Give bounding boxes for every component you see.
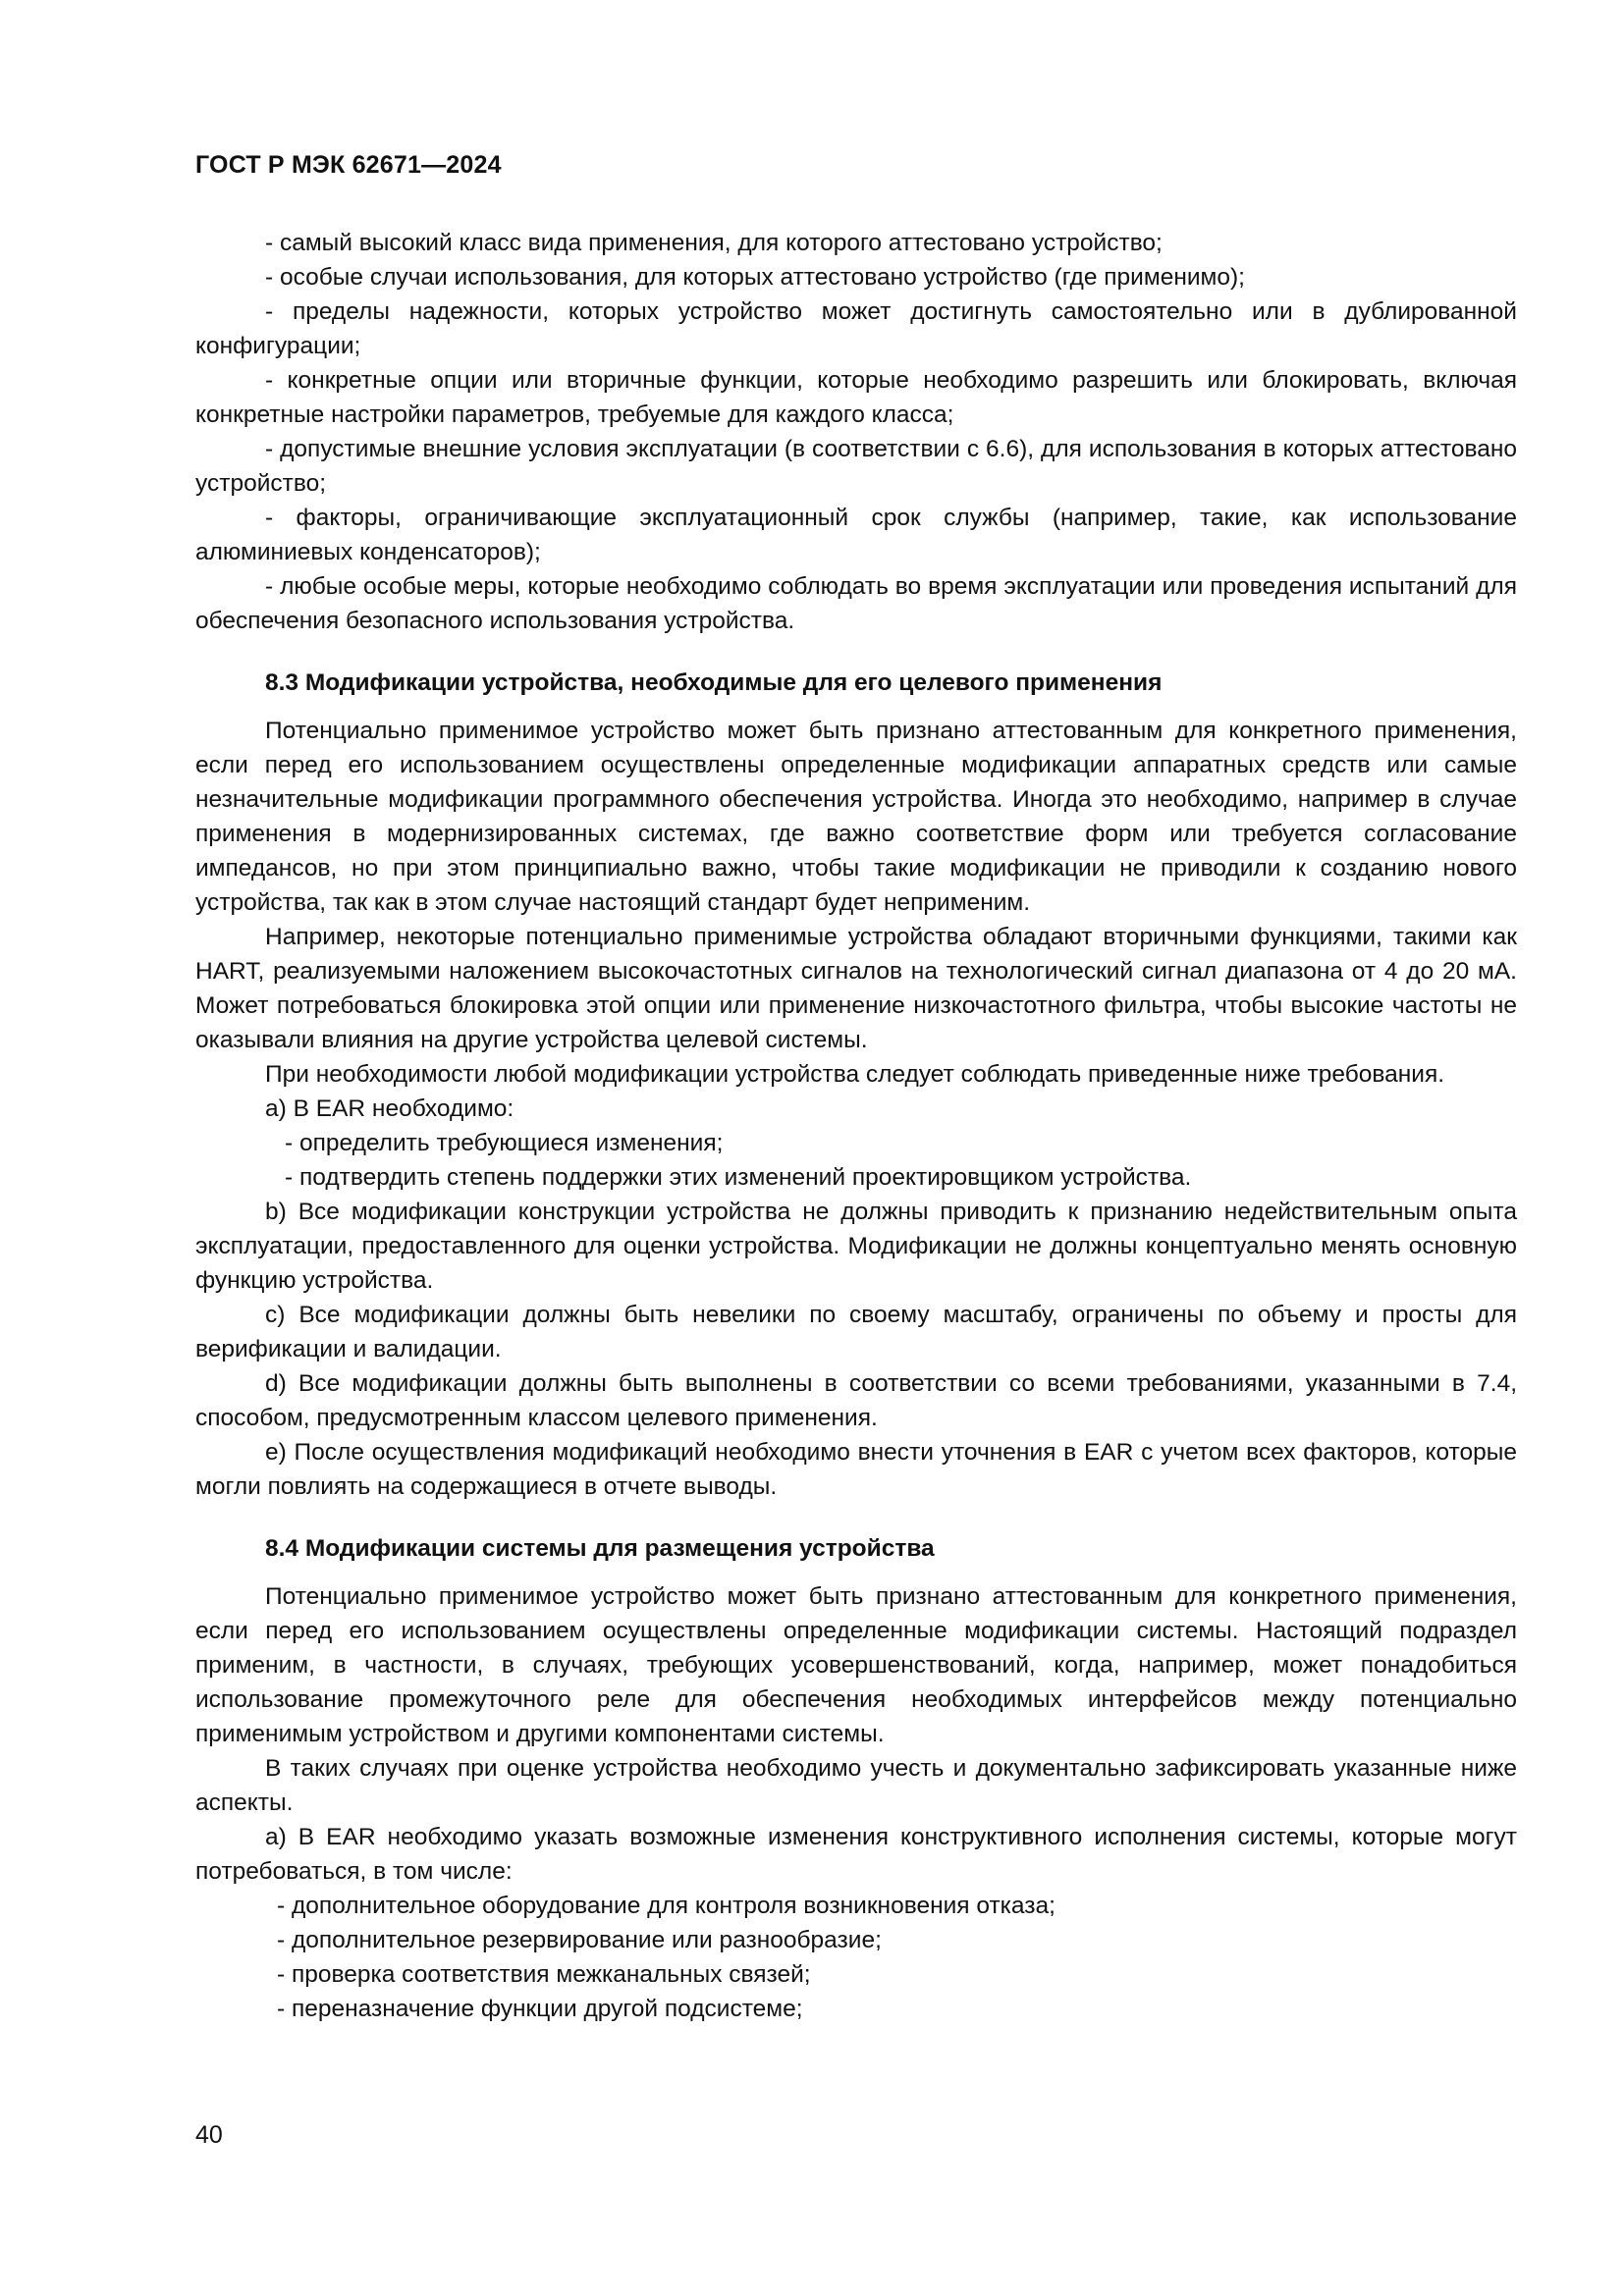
sub-list-item: - переназначение функции другой подсистеме; <box>277 1996 803 2022</box>
paragraph: При необходимости любой модификации устройства следует соблюдать приведенные ниже требования. <box>265 1061 1445 1088</box>
list-item-c: c) Все модификации должны быть невелики по своему масштабу, ограничены по объему и просты для верификации и валидации. <box>195 1302 1517 1362</box>
paragraph: Потенциально применимое устройство может быть признано аттестованным для конкретного применения, если перед его использованием осуществлены определенные модификации аппаратных средств или самые незначительные модификации программного обеспечения устройства. Иногда это необходимо, например в случае применения в модернизированных системах, где важно соответствие форм или требуется согласование импедансов, но при этом принципиально важно, чтобы такие модификации не приводили к созданию нового устройства, так как в этом случае настоящий стандарт будет неприменим. <box>195 718 1517 916</box>
paragraph: Например, некоторые потенциально применимые устройства обладают вторичными функциями, такими как HART, реализуемыми наложением высокочастотных сигналов на технологический сигнал диапазона от 4 до 20 мА. Может потребоваться блокировка этой опции или применение низкочастотного фильтра, чтобы высокие частоты не оказывали влияния на другие устройства целевой системы. <box>195 924 1517 1053</box>
list-item: - пределы надежности, которых устройство может достигнуть самостоятельно или в дублированной конфигурации; <box>195 298 1517 359</box>
sub-list-item: - дополнительное оборудование для контроля возникновения отказа; <box>277 1893 1056 1919</box>
list-item-d: d) Все модификации должны быть выполнены в соответствии со всеми требованиями, указанными в 7.4, способом, предусмотренным классом целевого применения. <box>195 1370 1517 1431</box>
list-item-b: b) Все модификации конструкции устройства не должны приводить к признанию недействительным опыта эксплуатации, предоставленного для оценки устройства. Модификации не должны концептуально менять основную функцию устройства. <box>195 1199 1517 1294</box>
list-item: - самый высокий класс вида применения, для которого аттестовано устройство; <box>265 230 1163 256</box>
list-item-a: a) В EAR необходимо: <box>265 1095 514 1122</box>
list-item: - допустимые внешние условия эксплуатации (в соответствии с 6.6), для использования в которых аттестовано устройство; <box>195 436 1517 497</box>
list-item: - любые особые меры, которые необходимо соблюдать во время эксплуатации или проведения испытаний для обеспечения безопасного использования устройства. <box>195 573 1517 634</box>
sub-list-item: - дополнительное резервирование или разнообразие; <box>277 1927 882 1953</box>
page-number: 40 <box>195 2121 223 2149</box>
document-body <box>195 226 1517 2026</box>
paragraph: Потенциально применимое устройство может быть признано аттестованным для конкретного применения, если перед его использованием осуществлены определенные модификации системы. Настоящий подраздел применим, в частности, в случаях, требующих усовершенствований, когда, например, может понадобиться использование промежуточного реле для обеспечения необходимых интерфейсов между потенциально применимым устройством и другими компонентами системы. <box>195 1583 1517 1747</box>
sub-list-item: - определить требующиеся изменения; <box>285 1130 724 1156</box>
section-heading-8-4: 8.4 Модификации системы для размещения устройства <box>265 1535 935 1562</box>
document-header-title: ГОСТ Р МЭК 62671—2024 <box>195 151 502 179</box>
list-item: - факторы, ограничивающие эксплуатационный срок службы (например, такие, как использование алюминиевых конденсаторов); <box>195 505 1517 565</box>
sub-list-item: - проверка соответствия межканальных связей; <box>277 1961 811 1988</box>
paragraph: В таких случаях при оценке устройства необходимо учесть и документально зафиксировать указанные ниже аспекты. <box>195 1755 1517 1816</box>
list-item-e: e) После осуществления модификаций необходимо внести уточнения в EAR с учетом всех факторов, которые могли повлиять на содержащиеся в отчете выводы. <box>195 1439 1517 1500</box>
sub-list-item: - подтвердить степень поддержки этих изменений проектировщиком устройства. <box>285 1164 1192 1191</box>
list-item: - конкретные опции или вторичные функции, которые необходимо разрешить или блокировать, включая конкретные настройки параметров, требуемые для каждого класса; <box>195 367 1517 428</box>
list-item-a: a) В EAR необходимо указать возможные изменения конструктивного исполнения системы, которые могут потребоваться, в том числе: <box>195 1824 1517 1885</box>
list-item: - особые случаи использования, для которых аттестовано устройство (где применимо); <box>265 264 1245 291</box>
section-heading-8-3: 8.3 Модификации устройства, необходимые для его целевого применения <box>265 669 1163 696</box>
